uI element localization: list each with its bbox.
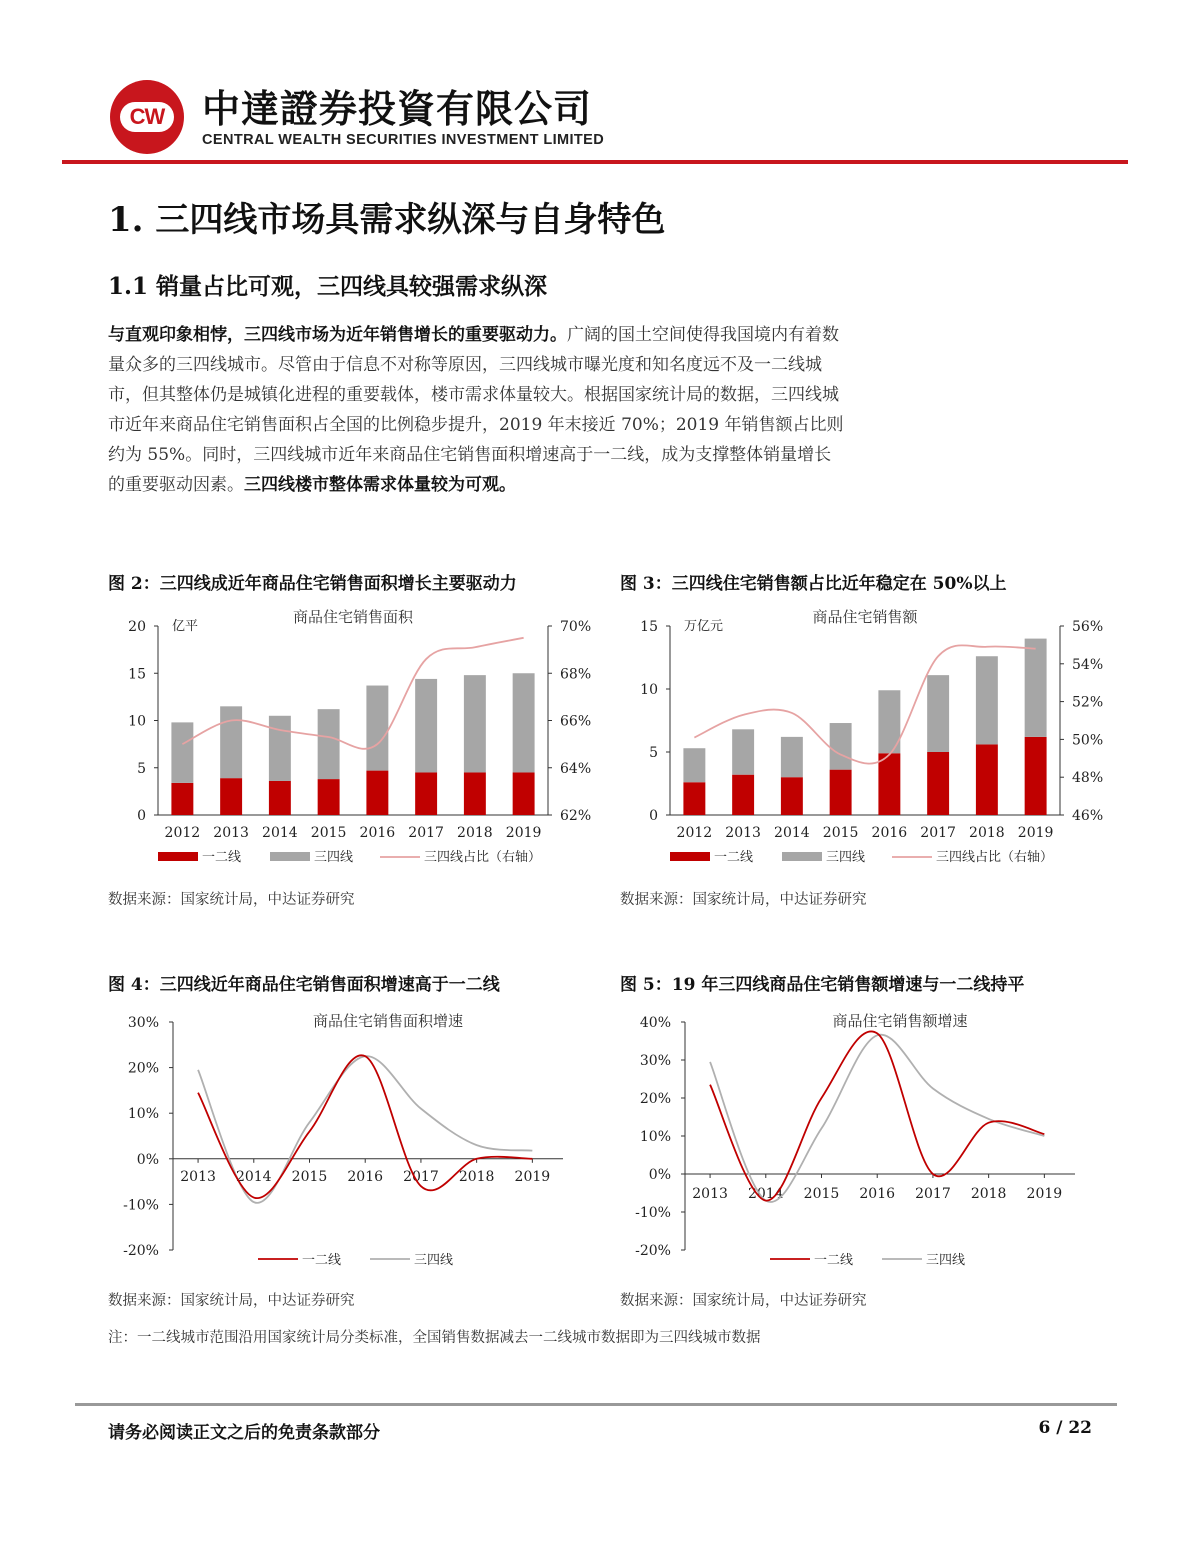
fig3-source: 数据来源：国家统计局，中达证券研究 (620, 892, 867, 908)
legend-swatch-tier12 (670, 852, 710, 861)
fig4-title: 图 4：三四线近年商品住宅销售面积增速高于一二线 (108, 975, 500, 995)
legend-label: 三四线 (414, 1253, 454, 1268)
y-tick-label: 10 (640, 682, 658, 698)
bar-tier12 (366, 771, 388, 815)
paragraph-lead: 与直观印象相悖，三四线市场为近年销售增长的重要驱动力。 (108, 325, 567, 345)
x-tick-label: 2016 (359, 825, 396, 841)
bar-tier12 (464, 772, 486, 815)
header (110, 76, 670, 156)
bar-tier12 (220, 778, 242, 815)
bar-tier34 (732, 729, 754, 774)
x-tick-label: 2018 (969, 825, 1005, 841)
legend-label: 三四线占比（右轴） (424, 850, 542, 865)
y2-tick-label: 54% (1072, 656, 1104, 673)
legend-label: 一二线 (714, 850, 754, 865)
footer-disclaimer: 请务必阅读正文之后的免责条款部分 (108, 1423, 380, 1443)
chart-title: 商品住宅销售额增速 (832, 1012, 968, 1030)
x-tick-label: 2016 (871, 825, 908, 841)
chart-title: 商品住宅销售面积 (292, 608, 414, 626)
bar-tier12 (171, 783, 193, 815)
y-tick-label: 30% (127, 1015, 159, 1031)
bar-tier12 (1025, 737, 1047, 815)
bar-tier12 (781, 777, 803, 815)
x-tick-label: 2017 (408, 825, 444, 841)
y2-tick-label: 64% (560, 760, 592, 777)
y-tick-label: 10% (127, 1106, 159, 1123)
bar-tier34 (415, 679, 437, 773)
legend-label: 三四线 (926, 1253, 966, 1268)
fig4-source: 数据来源：国家统计局，中达证券研究 (108, 1293, 355, 1309)
y-tick-label: 40% (639, 1015, 671, 1031)
x-tick-label: 2018 (458, 1168, 495, 1185)
y-tick-label: -10% (635, 1205, 671, 1221)
bar-tier12 (878, 753, 900, 815)
x-tick-label: 2013 (180, 1168, 216, 1185)
y-tick-label: 0 (649, 808, 658, 824)
x-tick-label: 2019 (1017, 825, 1054, 841)
x-tick-label: 2014 (262, 825, 298, 841)
x-tick-label: 2014 (747, 1186, 784, 1202)
bar-tier34 (366, 686, 388, 771)
y2-tick-label: 70% (560, 619, 592, 635)
subsection-title: 1.1 销量占比可观，三四线具较强需求纵深 (108, 273, 548, 300)
bar-tier12 (269, 781, 291, 815)
x-tick-label: 2017 (915, 1186, 951, 1202)
y2-tick-label: 52% (1072, 694, 1104, 711)
bar-tier12 (318, 779, 340, 815)
y-tick-label: 15 (640, 619, 658, 635)
chart-title: 商品住宅销售额 (812, 608, 918, 626)
company-name-cn: 中達證券投資有限公司 (202, 87, 593, 131)
x-tick-label: 2013 (692, 1186, 728, 1202)
x-tick-label: 2017 (403, 1168, 439, 1185)
y2-tick-label: 66% (560, 713, 592, 730)
bar-tier34 (220, 706, 242, 778)
fig4-chart (108, 1002, 598, 1277)
y-tick-label: 10 (128, 713, 146, 730)
fig2-chart (108, 600, 598, 875)
fig5-chart (620, 1002, 1110, 1277)
y-tick-label: 0 (137, 808, 146, 824)
x-tick-label: 2013 (725, 825, 761, 841)
company-name-en: CENTRAL WEALTH SECURITIES INVESTMENT LIMITED (202, 132, 605, 148)
x-tick-label: 2014 (774, 825, 810, 841)
logo-text: CW (120, 102, 174, 132)
company-logo (110, 80, 184, 154)
y-tick-label: 30% (639, 1053, 671, 1069)
fig2-title: 图 2：三四线成近年商品住宅销售面积增长主要驱动力 (108, 574, 517, 594)
y-tick-label: 20 (128, 619, 146, 635)
y2-tick-label: 48% (1072, 770, 1104, 787)
section-title: 1. 三四线市场具需求纵深与自身特色 (108, 200, 666, 240)
x-tick-label: 2015 (291, 1168, 328, 1185)
bar-tier34 (830, 723, 852, 770)
x-tick-label: 2012 (676, 825, 713, 841)
footnote: 注：一二线城市范围沿用国家统计局分类标准，全国销售数据减去一二线城市数据即为三四线城市数据 (108, 1330, 761, 1346)
bar-tier34 (464, 675, 486, 772)
bar-tier34 (781, 737, 803, 777)
page-number: 6 / 22 (1038, 1418, 1092, 1438)
x-tick-label: 2013 (213, 825, 249, 841)
bar-tier12 (927, 752, 949, 815)
y2-tick-label: 46% (1072, 808, 1104, 824)
y-tick-label: 5 (137, 760, 146, 777)
bar-tier34 (683, 748, 705, 782)
x-tick-label: 2018 (457, 825, 493, 841)
bar-tier12 (415, 772, 437, 815)
x-tick-label: 2017 (920, 825, 956, 841)
y-tick-label: -10% (123, 1197, 159, 1214)
fig5-source: 数据来源：国家统计局，中达证券研究 (620, 1293, 867, 1309)
bar-tier34 (976, 656, 998, 744)
y-tick-label: 20% (639, 1091, 671, 1107)
bar-tier34 (171, 722, 193, 782)
x-tick-label: 2019 (1026, 1186, 1063, 1202)
y-tick-label: 10% (639, 1129, 671, 1145)
y2-tick-label: 50% (1072, 732, 1104, 749)
fig3-chart (620, 600, 1110, 875)
y2-tick-label: 62% (560, 808, 592, 824)
x-tick-label: 2014 (235, 1168, 272, 1185)
chart-title: 商品住宅销售面积增速 (312, 1012, 464, 1030)
footer-divider (75, 1403, 1117, 1406)
x-tick-label: 2016 (347, 1168, 384, 1185)
legend-swatch-tier34 (270, 852, 310, 861)
paragraph-tail: 三四线楼市整体需求体量较为可观。 (244, 475, 516, 495)
legend-swatch-tier12 (158, 852, 198, 861)
bar-tier34 (318, 709, 340, 779)
y-tick-label: 15 (128, 666, 146, 683)
x-tick-label: 2015 (822, 825, 859, 841)
y-tick-label: -20% (635, 1243, 671, 1259)
x-tick-label: 2015 (803, 1186, 840, 1202)
legend-label: 三四线 (314, 850, 354, 865)
y-tick-label: 20% (127, 1060, 159, 1077)
unit-label: 亿平 (172, 619, 199, 634)
fig2-source: 数据来源：国家统计局，中达证券研究 (108, 892, 355, 908)
legend-label: 一二线 (814, 1253, 854, 1268)
legend-swatch-tier34 (782, 852, 822, 861)
bar-tier34 (269, 716, 291, 781)
bar-tier12 (732, 775, 754, 815)
y2-tick-label: 68% (560, 666, 592, 683)
x-tick-label: 2015 (310, 825, 347, 841)
fig5-title: 图 5：19 年三四线商品住宅销售额增速与一二线持平 (620, 975, 1025, 995)
unit-label: 万亿元 (684, 619, 724, 634)
y-tick-label: -20% (123, 1243, 159, 1259)
bar-tier34 (927, 675, 949, 752)
bar-tier34 (513, 673, 535, 772)
y-tick-label: 5 (649, 745, 658, 761)
y-tick-label: 0% (648, 1167, 671, 1183)
x-tick-label: 2019 (505, 825, 542, 841)
header-divider (62, 160, 1128, 164)
x-tick-label: 2019 (514, 1168, 551, 1185)
x-tick-label: 2016 (859, 1186, 896, 1202)
x-tick-label: 2012 (164, 825, 201, 841)
y-tick-label: 0% (136, 1151, 159, 1168)
y2-tick-label: 56% (1072, 619, 1104, 635)
bar-tier12 (830, 770, 852, 815)
bar-tier12 (976, 744, 998, 815)
legend-label: 三四线占比（右轴） (936, 850, 1054, 865)
bar-tier12 (683, 782, 705, 815)
bar-tier34 (1025, 639, 1047, 737)
legend-label: 三四线 (826, 850, 866, 865)
paragraph-body: 广阔的国土空间使得我国境内有着数量众多的三四线城市。尽管由于信息不对称等原因，三四线城市曝光度和知名度远不及一二线城市，但其整体仍是城镇化进程的重要载体，楼市需求体量较大。根据国家统计局的数据，三四线城市近年来商品住宅销售面积占全国的比例稳步提升，2019 年末接近 70%；2019 年销售额占比则约为 55%。同时，三四线城市近年来商品住宅销售面积增速高于一二线，成为支撑整体销量增长的重要驱动因素。 (108, 325, 844, 495)
legend-label: 一二线 (302, 1253, 342, 1268)
bar-tier12 (513, 772, 535, 815)
body-paragraph (108, 320, 848, 500)
x-tick-label: 2018 (970, 1186, 1007, 1202)
fig3-title: 图 3：三四线住宅销售额占比近年稳定在 50%以上 (620, 574, 1007, 594)
legend-label: 一二线 (202, 850, 242, 865)
